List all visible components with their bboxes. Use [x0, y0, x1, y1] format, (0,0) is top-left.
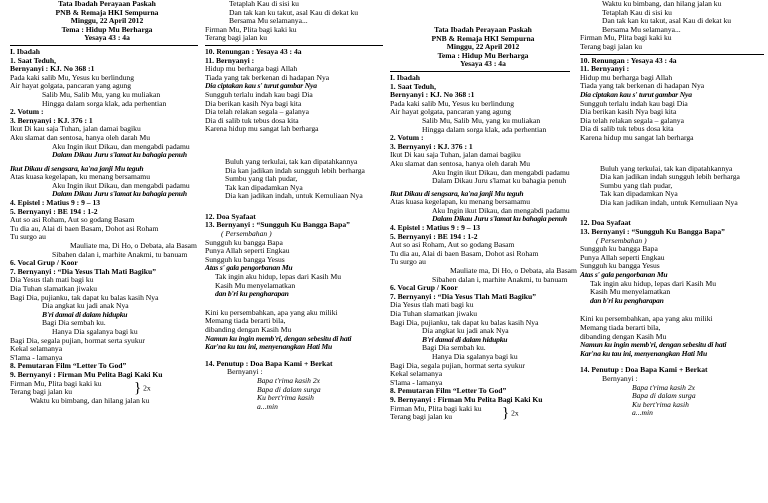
item-sungguh-ku-bangga: 13. Bernyanyi : “Sungguh Ku Bangga Bapa”	[205, 220, 350, 230]
lyric-line: Atas kuasa kegelapan, ku menang bersamamu	[10, 172, 151, 182]
lyric-line: Firman Mu, Plita bagi kaki ku	[580, 33, 672, 43]
header-divider	[10, 45, 198, 46]
item-penutup: 14. Penutup : Doa Bapa Kami + Berkat	[580, 365, 708, 375]
lyric-line: Tak kan dipadamkan Nya	[600, 189, 678, 199]
item-kj368: Bernyanyi : KJ. No 368 :1	[10, 64, 95, 74]
lyric-line: Dia Yesus tlah mati bagi ku	[390, 300, 474, 310]
lyric-line-decorative: Atas s' gala pengorbanan Mu	[580, 270, 668, 280]
lyric-line-decorative: Namun ku ingin memb'ri, dengan sebesitu di hati	[205, 333, 352, 343]
lyric-line: Bagi Dia sembah ku.	[422, 343, 486, 353]
lyric-line: Aut so asi Roham, Aut so godang Basam	[10, 215, 135, 225]
lyric-line-decorative: Ikut Dikau di sengsara, ka'na janji Mu teguh	[10, 163, 144, 173]
item-epistel: 4. Epistel : Matius 9 : 9 – 13	[10, 198, 101, 208]
lyric-line: Aku Ingin ikut Dikau, dan mengabdi padamu	[432, 205, 570, 215]
item-bernyanyi-11: 11. Bernyanyi :	[580, 64, 630, 74]
item-dia-yesus: 7. Bernyanyi : “Dia Yesus Tlah Mati Bagiku”	[10, 266, 156, 276]
lyric-line-decorative: Dalam Dikau Juru s'lamat ku bahagia penuh	[52, 150, 187, 160]
lyric-line: Kasih Mu menyelamatkan	[215, 280, 296, 290]
item-votum: 2. Votum :	[10, 107, 44, 117]
lyric-line: Firman Mu, Plita bagi kaki ku	[10, 378, 102, 388]
item-sungguh-ku-bangga: 13. Bernyanyi : “Sungguh Ku Bangga Bapa”	[580, 227, 725, 237]
program-title: Tata Ibadah Perayaan Paskah	[434, 25, 532, 34]
item-epistel: 4. Epistel : Matius 9 : 9 – 13	[390, 223, 481, 233]
lyric-line: Terang bagi jalan ku	[205, 33, 268, 43]
lyric-line: Air hayat golgata, pancaran yang agung	[390, 107, 512, 117]
lyric-line: Tu surgo au	[390, 257, 426, 267]
lyric-line: Hanya Dia sgalanya bagi ku	[432, 351, 518, 361]
lyric-line: Hingga dalam sorga klak, ada perhentian	[42, 98, 167, 108]
lyric-line: Dalam Dikau Juru s'lamat ku bahagia penuh	[432, 176, 567, 186]
lyric-line: Aku slamat dan sentosa, hanya oleh darah Mu	[390, 158, 531, 168]
lyric-line: Dia di salib tuk tebus dosa kita	[580, 124, 674, 134]
lyric-line: Tu surgo au	[10, 232, 46, 242]
item-renungan: 10. Renungan : Yesaya 43 : 4a	[205, 46, 302, 56]
lyric-line: Kekal selamanya	[10, 344, 63, 354]
lyric-line: Dia kan jadikan indah, untuk Kemuliaan Nya	[600, 197, 738, 207]
lyric-line: a...min	[257, 401, 278, 411]
item-penutup: 14. Penutup : Doa Bapa Kami + Berkat	[205, 358, 333, 368]
lyric-line: S'lama - lamanya	[390, 377, 443, 387]
repeat-brace: } 2x	[134, 379, 151, 396]
lyric-line: Dia angkat ku jadi anak Nya	[422, 326, 509, 336]
event-theme: Tema : Hidup Mu Berharga	[437, 50, 529, 60]
lyric-line: Tu dia au, Alai di baen Basam, Dohot asi Roham	[10, 223, 159, 233]
lyric-line: Atas kuasa kegelapan, ku menang bersamamu	[390, 197, 531, 207]
lyric-line: Aku Ingin ikut Dikau, dan mengabdi padamu	[52, 141, 190, 151]
lyric-line: Air hayat golgata, pancaran yang agung	[10, 81, 132, 91]
item-votum: 2. Votum :	[390, 133, 424, 143]
lyric-line: Tu dia au, Alai di baen Basam, Dohot asi Roham	[390, 248, 539, 258]
item-bernyanyi-11: 11. Bernyanyi :	[205, 55, 255, 65]
lyric-line: Firman Mu, Plita bagi kaki ku	[205, 24, 297, 34]
program-title: Tata Ibadah Perayaan Paskah	[58, 0, 156, 8]
header-divider	[390, 71, 570, 72]
lyric-line: Dia telah relakan segala – galanya	[580, 115, 684, 125]
lyric-line: Bapa di dalam surga	[632, 391, 696, 401]
lyric-line-decorative: Ikut Dikau di sengsara, ka'na janji Mu teguh	[390, 188, 524, 198]
lyric-line: Hingga dalam sorga klak, ada perhentian	[422, 124, 547, 134]
lyric-line: Karena hidup mu sangat lah berharga	[580, 132, 694, 142]
item-vocal-grup: 6. Vocal Grup / Koor	[10, 258, 78, 268]
lyric-line: Hidup mu berharga bagi Allah	[205, 64, 298, 74]
repeat-brace: } 2x	[502, 404, 519, 421]
lyric-line-decorative: Dalam Dikau Juru s'lamat ku bahagia penuh	[52, 189, 187, 199]
lyric-line: Dia Tuhan slamatkan jiwaku	[390, 309, 478, 318]
lyric-line: Memang tiada berarti bila,	[580, 323, 661, 332]
lyric-line: Sungguh ku bangga Bapa	[580, 244, 658, 254]
item-film: 8. Pemutaran Film “Letter To God”	[10, 361, 127, 371]
lyric-line: Ku bert'rima kasih	[632, 399, 689, 409]
lyric-line: Dia kan jadikan indah, untuk Kemuliaan Nya	[225, 191, 363, 201]
penutup-bernyanyi: Bernyanyi :	[602, 373, 638, 383]
item-renungan: 10. Renungan : Yesaya 43 : 4a	[580, 55, 677, 65]
item-saat-teduh: 1. Saat Teduh,	[390, 81, 437, 91]
lyric-line: Mauliate ma, Di Ho, o Debata, ala Basam	[450, 266, 577, 276]
lyric-line: Punya Allah seperti Engkau	[205, 246, 290, 256]
item-kj376: 3. Bernyanyi : KJ. 376 : 1	[10, 115, 93, 125]
event-date: Minggu, 22 April 2012	[70, 16, 144, 26]
lyric-line: Waktu ku bimbang, dan hilang jalan ku	[30, 395, 150, 405]
lyric-line-decorative: dan b'ri ku pengharapan	[215, 289, 289, 299]
lyric-line: Tetaplah Kau di sisi ku	[229, 0, 299, 8]
lyric-line: Sumbu yang tlah pudar,	[225, 174, 298, 184]
lyric-line: Tak kan dipadamkan Nya	[225, 182, 303, 192]
lyric-line: Kini ku persembahkan, apa yang aku miliki	[205, 307, 338, 317]
panel-b-column-1	[390, 0, 576, 422]
item-dia-yesus: 7. Bernyanyi : “Dia Yesus Tlah Mati Bagiku”	[390, 291, 536, 301]
lyric-line: Terang bagi jalan ku	[580, 41, 643, 51]
lyric-line: Bagi Dia, segala pujian, hormat serta syukur	[10, 335, 145, 345]
lyric-line: Terang bagi jalan ku	[10, 387, 73, 397]
item-doa-syafaat: 12. Doa Syafaat	[205, 211, 256, 221]
lyric-line: Bersama Mu selamanya...	[602, 24, 681, 34]
penutup-bernyanyi: Bernyanyi :	[227, 367, 263, 377]
item-firman-mu: 9. Bernyanyi : Firman Mu Pelita Bagi Kaki Ku	[390, 394, 543, 404]
lyric-line-decorative: dan b'ri ku pengharapan	[590, 295, 664, 305]
lyric-line: Bapa t'rima kasih 2x	[632, 382, 696, 392]
lyric-line: Salib Mu, Salib Mu, yang ku muliakan	[42, 89, 161, 99]
event-theme: Tema : Hidup Mu Berharga	[61, 24, 153, 34]
lyric-line: Ikut Di kau saja Tuhan, jalan damai bagiku	[390, 150, 521, 160]
lyric-line: Kini ku persembahkan, apa yang aku miliki	[580, 314, 713, 324]
lyric-line: Tak ingin aku hidup, lepas dari Kasih Mu	[215, 272, 342, 282]
lyric-line: Waktu ku bimbang, dan hilang jalan ku	[602, 0, 722, 8]
subtitle-persembahan: ( Persembahan )	[596, 235, 647, 245]
item-doa-syafaat: 12. Doa Syafaat	[580, 218, 631, 228]
lyric-line: Dia telah relakan segala – galanya	[205, 107, 309, 117]
item-film: 8. Pemutaran Film “Letter To God”	[390, 386, 507, 396]
lyric-line: Buluh yang terkulai, tak kan dipatahkannya	[600, 163, 733, 173]
lyric-line-decorative: Kar'na ku tau ini, menyenangkan Hati Mu	[205, 342, 333, 352]
lyric-line-decorative: Dia ciptakan kau s' turut gambar Nya	[205, 81, 317, 91]
panel-a-column-2	[205, 0, 385, 411]
column-divider	[580, 54, 764, 55]
lyric-line: Salib Mu, Salib Mu, yang ku muliakan	[422, 115, 541, 125]
lyric-line: Bapa di dalam surga	[257, 384, 321, 394]
panel-b-column-2	[580, 0, 766, 418]
event-date: Minggu, 22 April 2012	[446, 42, 520, 52]
lyric-line: Sungguh ku bangga Bapa	[205, 237, 283, 247]
lyric-line: Sumbu yang tlah pudar,	[600, 180, 673, 190]
column-divider	[205, 45, 383, 46]
lyric-line: Punya Allah seperti Engkau	[580, 252, 665, 262]
item-be194: 5. Bernyanyi : BE 194 : 1-2	[390, 231, 478, 241]
lyric-line-decorative: Dalam Dikau Juru s'lamat ku bahagia penuh	[432, 214, 567, 224]
theme-verse: Yesaya 43 : 4a	[460, 59, 506, 69]
lyric-line: Dia berikan kasih Nya bagi kita	[580, 107, 677, 117]
item-saat-teduh: 1. Saat Teduh,	[10, 55, 57, 65]
lyric-line: Sibahen dalan i, marhite Anakmi, tu banuam	[432, 274, 568, 284]
lyric-line: Terang bagi jalan ku	[390, 412, 453, 422]
lyric-line: Aku Ingin ikut Dikau, dan mengabdi padamu	[432, 167, 570, 177]
lyric-line-decorative: Kar'na ku tau ini, menyenangkan Hati Mu	[580, 348, 708, 358]
lyric-line: Buluh yang terkulai, tak kan dipatahkannya	[225, 156, 358, 166]
lyric-line: Tiada yang tak berkenan di hadapan Nya	[205, 72, 330, 82]
church-name: PNB & Remaja HKI Sempurna	[431, 33, 535, 43]
repeat-group	[10, 380, 202, 397]
lyric-line: dibanding dengan Kasih Mu	[580, 331, 667, 341]
item-vocal-grup: 6. Vocal Grup / Koor	[390, 283, 458, 293]
church-name: PNB & Remaja HKI Sempurna	[55, 7, 159, 17]
lyric-line: Firman Mu, Plita bagi kaki ku	[390, 403, 482, 413]
lyric-line: Dan tak kan ku takut, asal Kau di dekat ku	[229, 7, 359, 17]
lyric-line: Tak ingin aku hidup, lepas dari Kasih Mu	[590, 278, 717, 288]
lyric-line: Dia Yesus tlah mati bagi ku	[10, 275, 94, 285]
lyric-line: Sungguh ku bangga Yesus	[580, 261, 660, 271]
repeat-count: 2x	[143, 382, 151, 392]
lyric-line: Dia berikan kasih Nya bagi kita	[205, 98, 302, 108]
lyric-line-decorative: B'ri damai di dalam hidupku	[42, 309, 128, 319]
lyric-line: Bagi Dia, pujianku, tak dapat ku balas kasih Nya	[390, 317, 539, 327]
item-kj376: 3. Bernyanyi : KJ. 376 : 1	[390, 141, 473, 151]
lyric-line: Aku slamat dan sentosa, hanya oleh darah Mu	[10, 132, 151, 142]
item-firman-mu: 9. Bernyanyi : Firman Mu Pelita Bagi Kaki Ku	[10, 369, 163, 379]
lyric-line: a...min	[632, 408, 653, 418]
lyric-line-decorative: Dia ciptakan kau s' turut gambar Nya	[580, 89, 692, 99]
lyric-line: Tetaplah Kau di sisi ku	[602, 7, 672, 17]
lyric-line: Pada kaki salib Mu, Yesus ku berlindung	[10, 72, 135, 82]
lyric-line: Ku bert'rima kasih	[257, 393, 314, 403]
lyric-line: Dia di salib tuk tebus dosa kita	[205, 115, 299, 125]
lyric-line-decorative: B'ri damai di dalam hidupku	[422, 334, 508, 344]
lyric-line: Tiada yang tak berkenan di hadapan Nya	[580, 81, 705, 91]
lyric-line: Sungguh ku bangga Yesus	[205, 254, 285, 264]
subtitle-persembahan: ( Persembahan )	[221, 229, 272, 239]
lyric-line: Dia angkat ku jadi anak Nya	[42, 301, 129, 311]
lyric-line: Ikut Di kau saja Tuhan, jalan damai bagiku	[10, 124, 141, 134]
header-block	[408, 26, 558, 69]
lyric-line: Dia kan jadikan indah sungguh lebih berharga	[225, 165, 365, 175]
lyric-line: Aku Ingin ikut Dikau, dan mengabdi padamu	[52, 180, 190, 190]
lyric-line: Sibahen dalan i, marhite Anakmi, tu banuam	[52, 249, 188, 259]
lyric-line-decorative: Atas s' gala pengorbanan Mu	[205, 263, 293, 273]
repeat-group	[390, 405, 576, 422]
lyric-line: Dia kan jadikan indah sungguh lebih berharga	[600, 172, 740, 182]
lyric-line: Kekal selamanya	[390, 369, 443, 379]
lyric-line: Hanya Dia sgalanya bagi ku	[52, 326, 138, 336]
lyric-line: Bagi Dia, segala pujian, hormat serta syukur	[390, 360, 525, 370]
section-ibadah: I. Ibadah	[10, 46, 40, 56]
section-ibadah: I. Ibadah	[390, 72, 420, 82]
lyric-line: Dia Tuhan slamatkan jiwaku	[10, 284, 98, 293]
lyric-line: Bapa t'rima kasih 2x	[257, 375, 321, 385]
lyric-line: dibanding dengan Kasih Mu	[205, 325, 292, 334]
header-block	[32, 0, 182, 43]
lyric-line: Bagi Dia sembah ku.	[42, 318, 106, 328]
lyric-line: Mauliate ma, Di Ho, o Debata, ala Basam	[70, 241, 197, 251]
lyric-line: Pada kaki salib Mu, Yesus ku berlindung	[390, 98, 515, 108]
item-kj368: Bernyanyi : KJ. No 368 :1	[390, 90, 475, 100]
lyric-line: Karena hidup mu sangat lah berharga	[205, 124, 319, 134]
lyric-line: Sungguh terlalu indah kau bagi Dia	[205, 89, 313, 99]
lyric-line: Sungguh terlalu indah kau bagi Dia	[580, 98, 688, 108]
lyric-line: Aut so asi Roham, Aut so godang Basam	[390, 240, 515, 250]
item-be194: 5. Bernyanyi : BE 194 : 1-2	[10, 206, 98, 216]
theme-verse: Yesaya 43 : 4a	[84, 33, 130, 43]
lyric-line: Memang tiada berarti bila,	[205, 316, 286, 326]
lyric-line-decorative: Namun ku ingin memb'ri, dengan sebesitu di hati	[580, 340, 727, 350]
lyric-line: Bagi Dia, pujianku, tak dapat ku balas kasih Nya	[10, 292, 159, 302]
panel-a-column-1	[10, 0, 202, 405]
lyric-line: S'lama - lamanya	[10, 352, 63, 362]
lyric-line: Kasih Mu menyelamatkan	[590, 287, 671, 297]
lyric-line: Dan tak kan ku takut, asal Kau di dekat ku	[602, 16, 732, 26]
lyric-line: Bersama Mu selamanya...	[229, 16, 308, 26]
lyric-line: Hidup mu berharga bagi Allah	[580, 72, 673, 82]
repeat-count: 2x	[511, 407, 519, 417]
